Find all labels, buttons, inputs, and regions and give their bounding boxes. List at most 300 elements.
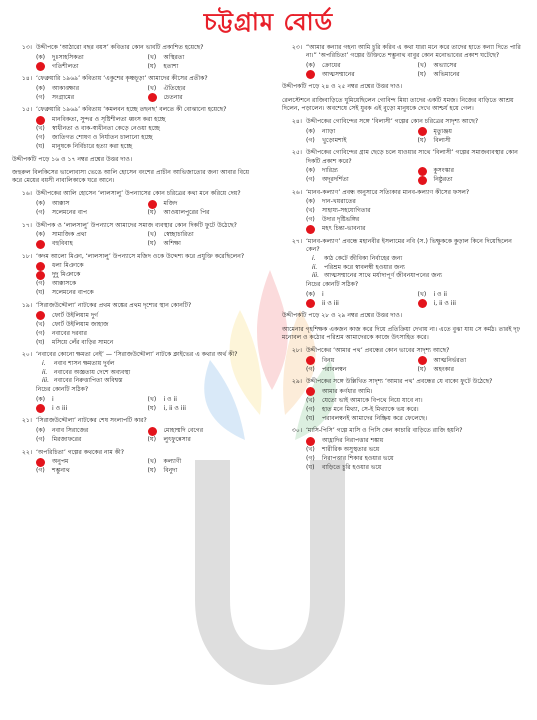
option-text: জাতিগত শোষণ ও নির্যাতন চালানো হচ্ছে	[52, 134, 153, 142]
answer-option[interactable]	[36, 271, 253, 280]
answer-option[interactable]	[36, 311, 253, 320]
option-text: শারীরিক অসুস্থতার ভয়ে	[322, 445, 380, 453]
passage-note: উদ্দীপকটি পড়ে ১৬ ও ১৭ নম্বর প্রশ্নের উত্তর দাও।	[12, 155, 133, 163]
answer-option[interactable]	[306, 414, 523, 423]
page-title: চট্টগ্রাম বোর্ড	[203, 8, 334, 36]
option-text: i	[52, 395, 54, 403]
answer-option[interactable]	[36, 125, 253, 134]
answer-option[interactable]	[148, 200, 254, 209]
question-item	[8, 106, 253, 151]
option-text: ফোর্ট উইলিয়াম জাহাজ	[52, 320, 109, 328]
question-item	[8, 302, 253, 347]
options-grid	[36, 262, 253, 298]
option-text: আমার কর্ণধার আমি।	[322, 387, 373, 395]
option-letter: (গ)	[36, 208, 45, 216]
question-item	[8, 190, 253, 217]
question-number: ২৬।	[291, 188, 302, 196]
answer-option[interactable]	[148, 231, 254, 240]
option-letter: (ঘ)	[147, 62, 157, 70]
option-text: পরাবলম্বন	[322, 365, 347, 373]
left-column	[8, 44, 253, 480]
option-letter: (ক)	[36, 84, 46, 92]
option-text: অদূরদর্শিতা	[322, 176, 349, 184]
options-grid	[36, 200, 253, 218]
answer-option[interactable]	[418, 136, 524, 145]
options-grid	[306, 61, 523, 79]
option-text: i ও ii	[433, 290, 447, 298]
option-letter: (ক)	[36, 53, 46, 61]
marked-answer-dot	[36, 271, 45, 280]
statement-numeral: iii.	[312, 271, 320, 279]
option-text: সংগ্রামের	[52, 93, 75, 101]
answer-option[interactable]	[36, 458, 142, 467]
question-item	[8, 449, 253, 476]
answer-option[interactable]	[306, 437, 523, 446]
statement-list	[42, 360, 253, 385]
question-body	[36, 417, 253, 444]
option-letter: (ঘ)	[147, 240, 157, 248]
statement-list	[312, 255, 523, 280]
marked-answer-dot	[36, 311, 45, 320]
option-letter: (ক)	[306, 290, 316, 298]
question-text: উদ্দীপকের আলি হোসেন ‘লালসালু’ উপন্যাসের কোন চরিত্রের কথা মনে করিয়ে দেয়?	[36, 190, 241, 198]
answer-option[interactable]	[148, 209, 254, 218]
options-grid	[306, 167, 523, 185]
option-letter: (গ)	[306, 136, 315, 144]
answer-option[interactable]	[148, 53, 254, 62]
option-text: আওয়ালপুরের পির	[163, 208, 210, 216]
options-grid	[36, 395, 253, 413]
option-text: সাহায্য-সহযোগিতার	[322, 207, 371, 215]
statement-text: কাঠ কেটে জীবিকা নির্বাহের জন্য	[324, 255, 403, 263]
question-body	[306, 189, 523, 234]
option-text: i, ii ও iii	[433, 299, 456, 307]
question-body	[306, 347, 523, 374]
question-body	[306, 427, 523, 472]
question-body	[36, 449, 253, 476]
statement-row	[312, 272, 523, 280]
question-number: ১৫।	[21, 106, 32, 114]
answer-option[interactable]	[306, 225, 523, 234]
marked-answer-dot	[306, 356, 315, 365]
answer-option[interactable]	[306, 396, 523, 405]
marked-answer-dot	[418, 167, 427, 176]
option-text: নবাব সিরাজের	[52, 426, 89, 434]
question-text: ‘নবাবের কোনো ক্ষমতা নেই’ — ‘সিরাজউদ্দৌলা’ নাটকে ক্লাইভের এ কথার অর্থ কী?	[36, 351, 238, 359]
question-number: ২২।	[21, 448, 32, 456]
option-text: স্বাধীনতা ও বাক-স্বাধীনতা কেড়ে নেওয়া হচ্ছে	[52, 125, 160, 133]
question-number: ১৩।	[21, 44, 32, 51]
statement-text: নবাবের নিরুত্তাপিতা অবিশ্বস্ত	[54, 376, 123, 384]
question-body	[306, 238, 523, 308]
question-item	[8, 417, 253, 444]
options-grid	[36, 458, 253, 476]
option-letter: (গ)	[306, 365, 315, 373]
question-item	[278, 238, 523, 308]
option-text: দুঃসাহসিকতা	[52, 53, 84, 61]
option-letter: (ক)	[306, 167, 316, 175]
answer-option[interactable]	[306, 70, 412, 79]
question-text: উদ্দীপকের গোবিন্দের গ্রাম ছেড়ে চলে যাওয়ার সাথে ‘বিলাসী’ গল্পের সমাজব্যবস্থার কোন দিকটি প্রকাশ করে?	[306, 149, 518, 165]
question-text: ‘সিরাজউদ্দৌলা’ নাটকের প্রথম অঙ্কের প্রথম দৃশ্যের স্থান কোনটি?	[36, 301, 192, 309]
answer-option[interactable]	[36, 280, 253, 289]
marked-answer-dot	[418, 356, 427, 365]
answer-option[interactable]	[418, 299, 524, 308]
option-text: হতাশা	[163, 62, 179, 70]
question-body	[36, 75, 253, 102]
passage-note: আমেনার গৃহশিক্ষক একজন কাজ করে দিয়ে প্রতিক্রিয়া দেখায় না। এতে বুঝা যায় সে কর্মঠ। তারই দৃঢ় মনোবল ও কঠোর পরিশ্রম আমাদেরকে কাজে উৎসাহিত করে।	[282, 325, 520, 341]
option-letter: (গ)	[36, 435, 45, 443]
question-number: ২০।	[21, 351, 32, 359]
answer-option[interactable]	[36, 62, 142, 71]
statement-numeral: ii.	[42, 368, 48, 376]
option-letter: (গ)	[306, 176, 315, 184]
marked-answer-dot	[148, 200, 157, 209]
answer-option[interactable]	[148, 62, 254, 71]
option-text: ফোর্ট উইলিয়াম দুর্গ	[52, 311, 99, 319]
option-letter: (ঘ)	[147, 208, 157, 216]
question-item	[8, 44, 253, 71]
option-text: দারিদ্র্য	[322, 167, 338, 175]
option-letter: (খ)	[417, 61, 427, 69]
question-body	[306, 44, 523, 79]
answer-option[interactable]	[36, 467, 142, 476]
marked-answer-dot	[36, 262, 45, 271]
option-text: নিরাপত্তার শিকার হওয়ার ভয়ে	[322, 454, 394, 462]
answer-option[interactable]	[306, 299, 412, 308]
option-letter: (ঘ)	[36, 143, 45, 151]
options-grid	[36, 53, 253, 71]
question-text: উদ্দীপকের গোবিন্দের সঙ্গে ‘বিলাসী’ গল্পের কোন চরিত্রের সাদৃশ্য আছে?	[306, 118, 479, 126]
option-letter: (ঘ)	[147, 404, 157, 412]
statement-numeral: ii.	[312, 263, 318, 271]
question-text: উদ্দীপকের সঙ্গে উল্লিখিত সাদৃশ্য ‘আমার পথ’ প্রবন্ধের যে বাক্যে ফুটে উঠেছে?	[306, 378, 493, 386]
marked-answer-dot	[36, 458, 45, 467]
option-text: মজিদ	[163, 199, 178, 207]
answer-option[interactable]	[418, 127, 524, 136]
answer-option[interactable]	[148, 84, 254, 93]
answer-option[interactable]	[306, 167, 412, 176]
question-number: ২৮।	[291, 346, 302, 354]
option-text: বিনুদা	[163, 467, 178, 475]
question-item	[278, 44, 523, 79]
question-item	[8, 351, 253, 413]
answer-option[interactable]	[36, 209, 142, 218]
option-text: সামাজিক প্রথা	[52, 231, 87, 239]
statement-row	[42, 377, 253, 385]
option-text: ii ও iii	[322, 299, 339, 307]
option-text: পরাবলম্বনই আমাদের নিষ্ক্রিয় করে ফেলেছে।	[322, 414, 428, 422]
option-letter: (গ)	[36, 134, 45, 142]
options-grid	[306, 356, 523, 374]
statement-text: পরিশ্রম করে স্বাবলম্বী হওয়ার জন্য	[324, 263, 405, 271]
question-text: ‘ফেব্রুয়ারি ১৯৬৯’ কবিতায় ‘কমলবন হচ্ছে তছনছ’ বলতে কী বোঝানো হয়েছে?	[36, 106, 227, 114]
option-text: যেতো ভাই আমাকে বিপথে নিয়ে যাবে না।	[322, 396, 423, 404]
option-text: অভিমানের	[433, 70, 460, 78]
option-text: নিষ্ঠুরতা	[433, 176, 453, 184]
option-letter: (গ)	[36, 329, 45, 337]
question-item	[278, 189, 523, 234]
options-grid	[306, 437, 523, 473]
option-text: অভ্যাসের	[433, 61, 457, 69]
right-column	[278, 44, 523, 477]
marked-answer-dot	[418, 127, 427, 136]
option-text: সলেমনের বাপকে	[52, 289, 94, 297]
question-number: ১৭।	[21, 221, 32, 229]
option-text: ক্রোধের	[322, 61, 341, 69]
option-letter: (খ)	[306, 445, 315, 453]
answer-option[interactable]	[36, 200, 142, 209]
option-text: অহংকার	[433, 365, 454, 373]
option-text: আকাঙ্ক্ষার	[52, 84, 80, 92]
answer-option[interactable]	[418, 365, 524, 374]
option-letter: (ঘ)	[36, 338, 45, 346]
option-letter: (ঘ)	[147, 467, 157, 475]
question-text: ‘সিরাজউদ্দৌলা’ নাটকের শেষ সংলাপটি কার?	[36, 417, 147, 425]
answer-option[interactable]	[306, 455, 523, 464]
option-text: সলেমনের বাপ	[52, 208, 88, 216]
question-body	[36, 222, 253, 249]
options-grid	[36, 231, 253, 249]
question-item	[278, 118, 523, 145]
question-number: ২৩।	[291, 44, 302, 51]
option-letter: (গ)	[36, 93, 45, 101]
statement-numeral: i.	[42, 360, 46, 368]
option-letter: (ঘ)	[417, 70, 427, 78]
answer-option[interactable]	[306, 61, 412, 70]
statement-row	[312, 264, 523, 272]
answer-option[interactable]	[418, 176, 524, 185]
answer-option[interactable]	[36, 404, 142, 413]
statement-row	[42, 360, 253, 368]
answer-option[interactable]	[306, 136, 412, 145]
marked-answer-dot	[306, 437, 315, 446]
question-body	[36, 351, 253, 413]
answer-option[interactable]	[36, 143, 253, 152]
answer-option[interactable]	[36, 53, 142, 62]
answer-option[interactable]	[36, 395, 142, 404]
option-text: দান-খয়রাতের	[322, 198, 356, 206]
option-letter: (খ)	[147, 395, 157, 403]
marked-answer-dot	[306, 225, 315, 234]
option-text: আক্কাসকে	[52, 280, 77, 288]
question-number: ১৪।	[21, 75, 32, 83]
passage-note: জহুরুল বিলকিসের ভালোবাসা ভেঙে আলি হোসেন বংশের প্রাচীন আভিজাত্যের জন্য আবার বিয়ে করে মেয়ের বয়সী নাবালিকাকে ঘরে আনে।	[12, 168, 250, 185]
option-text: অনুপম	[52, 458, 69, 466]
statement-prompt: নিচের কোনটি সঠিক?	[306, 281, 359, 289]
question-text: ‘অপরিচিতা’ গল্পের কথকের নাম কী?	[36, 448, 124, 456]
option-text: আক্কাস	[52, 199, 70, 207]
question-text: ‘কদম আলো মিঞা, ‘লালসালু’ উপন্যাসে মজিদ ওকে উদ্দেশ্য করে প্রযুক্তি করেছিলেন?	[36, 252, 245, 260]
answer-option[interactable]	[148, 93, 254, 102]
statement-row	[42, 369, 253, 377]
answer-option[interactable]	[306, 207, 523, 216]
answer-option[interactable]	[418, 61, 524, 70]
marked-answer-dot	[36, 240, 45, 249]
question-item	[8, 222, 253, 249]
option-text: ধলা মিঞাকে	[52, 262, 84, 270]
option-letter: (ক)	[36, 426, 46, 434]
option-text: উদার দৃষ্টিভঙ্গির	[322, 216, 360, 224]
answer-option[interactable]	[148, 436, 254, 445]
option-letter: (খ)	[417, 290, 427, 298]
answer-option[interactable]	[306, 365, 412, 374]
option-text: আত্মনির্ভরতা	[433, 356, 467, 364]
answer-option[interactable]	[148, 467, 254, 476]
option-letter: (ক)	[306, 127, 316, 135]
answer-option[interactable]	[418, 167, 524, 176]
option-text: অশিক্ষা	[163, 240, 181, 248]
question-body	[36, 253, 253, 298]
answer-option[interactable]	[306, 216, 523, 225]
option-letter: (ঘ)	[417, 365, 427, 373]
answer-option[interactable]	[36, 427, 142, 436]
question-item	[278, 347, 523, 374]
answer-option[interactable]	[418, 290, 524, 299]
option-text: মানবিকতা, সুন্দর ও সৃষ্টিশীলতা ধ্বংস করা হচ্ছে	[52, 116, 166, 124]
option-text: লুৎফুন্নেসার	[163, 435, 191, 443]
answer-option[interactable]	[36, 436, 142, 445]
option-text: মহৎ চিন্তা-ভাবনার	[322, 225, 366, 233]
options-grid	[36, 116, 253, 152]
answer-option[interactable]	[36, 289, 253, 298]
marked-answer-dot	[306, 70, 315, 79]
option-text: আহ্লাদির নিরাপত্তার শঙ্কায়	[322, 436, 384, 444]
option-text: ঐতিহ্যের	[163, 84, 186, 92]
option-letter: (খ)	[147, 231, 157, 239]
statement-numeral: iii.	[42, 376, 50, 384]
passage-note: উদ্দীপকটি পড়ে ২৪ ও ২৫ নম্বর প্রশ্নের উত্তর দাও।	[282, 83, 403, 91]
option-text: অস্থিরতা	[163, 53, 185, 61]
question-body	[36, 44, 253, 71]
question-text: ‘ফেব্রুয়ারি ১৯৬৯’ কবিতায় ‘একুশের কৃষ্ণচূড়া’ আমাদের কীসের প্রতীক?	[36, 75, 208, 83]
answer-option[interactable]	[306, 464, 523, 473]
question-body	[36, 106, 253, 151]
answer-option[interactable]	[306, 446, 523, 455]
passage-note: রেলস্টেশনে রাজিবাড়িতে ঘুমিয়েছিলেন গোবিন্দ মিয়া তাদের একটি যমজ। নিজের বাড়িতে আশ্রয় দিলেন, পড়ালেন। অবশেষে সেই যুবক এই বুড়ো মানুষকে দেখে আশ্চর্য হয়ে গেল।	[282, 96, 514, 112]
option-letter: (ঘ)	[147, 435, 157, 443]
question-text: ‘মানব-কল্যাণ’ প্রবন্ধ অনুসারে সত্যিকার মানব-কল্যাণ কীসের ফসল?	[306, 188, 470, 196]
answer-option[interactable]	[148, 458, 254, 467]
option-letter: (ঘ)	[306, 463, 315, 471]
answer-option[interactable]	[36, 116, 253, 125]
answer-option[interactable]	[148, 395, 254, 404]
passage-note: উদ্দীপকটি পড়ে ২৮ ও ২৯ নম্বর প্রশ্নের উত্তর দাও।	[282, 312, 403, 320]
question-number: ৩০।	[291, 427, 302, 435]
marked-answer-dot	[418, 176, 427, 185]
option-letter: (ঘ)	[36, 289, 45, 297]
marked-answer-dot	[306, 387, 315, 396]
option-text: কল্যাণী	[163, 458, 182, 466]
option-letter: (ক)	[306, 198, 316, 206]
question-number: ২১।	[21, 417, 32, 425]
answer-option[interactable]	[36, 262, 253, 271]
marked-answer-dot	[36, 404, 45, 413]
answer-option[interactable]	[306, 387, 523, 396]
marked-answer-dot	[418, 299, 427, 308]
question-number: ১৯।	[21, 301, 32, 309]
option-text: বহুবিবাহ	[52, 240, 73, 248]
answer-option[interactable]	[306, 405, 523, 414]
option-text: বাড়িতে চুরি হওয়ার ভয়ে	[322, 463, 382, 471]
option-text: খুড়োমশাই	[322, 136, 347, 144]
option-text: আত্মসম্মানের	[322, 70, 355, 78]
answer-option[interactable]	[306, 176, 412, 185]
option-letter: (ঘ)	[306, 414, 315, 422]
option-text: মানুষকে নির্বিচারে হত্যা করা হচ্ছে	[52, 143, 133, 151]
question-number: ২৫।	[291, 149, 302, 157]
answer-option[interactable]	[418, 356, 524, 365]
answer-option[interactable]	[36, 84, 142, 93]
option-text: i ও ii	[163, 395, 177, 403]
marked-answer-dot	[36, 62, 45, 71]
answer-option[interactable]	[36, 338, 253, 347]
option-text: কুসংস্কার	[433, 167, 454, 175]
options-grid	[306, 198, 523, 234]
answer-option[interactable]	[306, 198, 523, 207]
options-grid	[36, 311, 253, 347]
answer-option[interactable]	[418, 70, 524, 79]
option-text: নবাবের দরবার	[52, 329, 87, 337]
option-letter: (খ)	[147, 84, 157, 92]
option-letter: (গ)	[306, 454, 315, 462]
answer-option[interactable]	[306, 356, 412, 365]
option-letter: (ক)	[36, 231, 46, 239]
question-text: ‘মাসি-পিসি’ গল্পে মাসি ও পিসি কেন কাচারি বাড়িতে রাজি হয়নি?	[306, 427, 463, 435]
marked-answer-dot	[148, 427, 157, 436]
answer-option[interactable]	[148, 427, 254, 436]
options-grid	[36, 427, 253, 445]
statement-text: নবাব শাসন ক্ষমতায় দুর্বল	[54, 360, 115, 368]
answer-option[interactable]	[148, 240, 254, 249]
answer-option[interactable]	[306, 290, 412, 299]
answer-option[interactable]	[148, 404, 254, 413]
options-grid	[306, 387, 523, 423]
option-letter: (খ)	[147, 458, 157, 466]
answer-option[interactable]	[36, 240, 142, 249]
option-letter: (খ)	[306, 396, 315, 404]
option-text: হাত মনে মিথ্যা, সে-ই মিথ্যাকে ভয় করে।	[322, 405, 419, 413]
answer-option[interactable]	[36, 134, 253, 143]
answer-option[interactable]	[306, 127, 412, 136]
option-letter: (ক)	[36, 395, 46, 403]
option-text: দুদু মিঞাকে	[52, 271, 81, 279]
answer-option[interactable]	[36, 329, 253, 338]
option-text: ন্যাড়া	[322, 127, 336, 135]
question-text: উদ্দীপকে ‘আঠারো বছর বয়স’ কবিতার কোন ভাবটি প্রকাশিত হয়েছে?	[36, 44, 204, 51]
question-number: ১৮।	[21, 252, 32, 260]
option-text: i, ii ও iii	[163, 404, 186, 412]
question-number: ২৪।	[291, 118, 302, 126]
answer-option[interactable]	[36, 93, 142, 102]
question-body	[36, 190, 253, 217]
question-number: ১৬।	[21, 190, 32, 198]
question-item	[8, 75, 253, 102]
option-letter: (গ)	[36, 467, 45, 475]
option-text: স্বেচ্ছাচারিতা	[163, 231, 194, 239]
option-text: শম্ভুনাথ	[52, 467, 70, 475]
statement-text: নবাবের অজ্ঞতায় দেশে অব্যবস্থা	[54, 368, 131, 376]
answer-option[interactable]	[36, 231, 142, 240]
option-text: বিনয়	[322, 356, 335, 364]
question-text: “আমার কন্যার গহনা আমি চুরি করিব এ কথা যারা মনে করে তাদের হাতে কন্যা দিতে পারি না।” ‘অপরিচিতা’ গল্পের উক্তিতে শম্ভুনাথ বাবুর কোন মনোভাবের প্রকাশ ঘটেছে?	[306, 44, 521, 60]
marked-answer-dot	[306, 299, 315, 308]
answer-option[interactable]	[36, 320, 253, 329]
options-grid	[306, 127, 523, 145]
question-item	[278, 149, 523, 184]
option-letter: (ঘ)	[417, 136, 427, 144]
statement-text: আত্মসম্মানের সাথে মর্যাদাপূর্ণ জীবনযাপনের জন্য	[324, 271, 443, 279]
